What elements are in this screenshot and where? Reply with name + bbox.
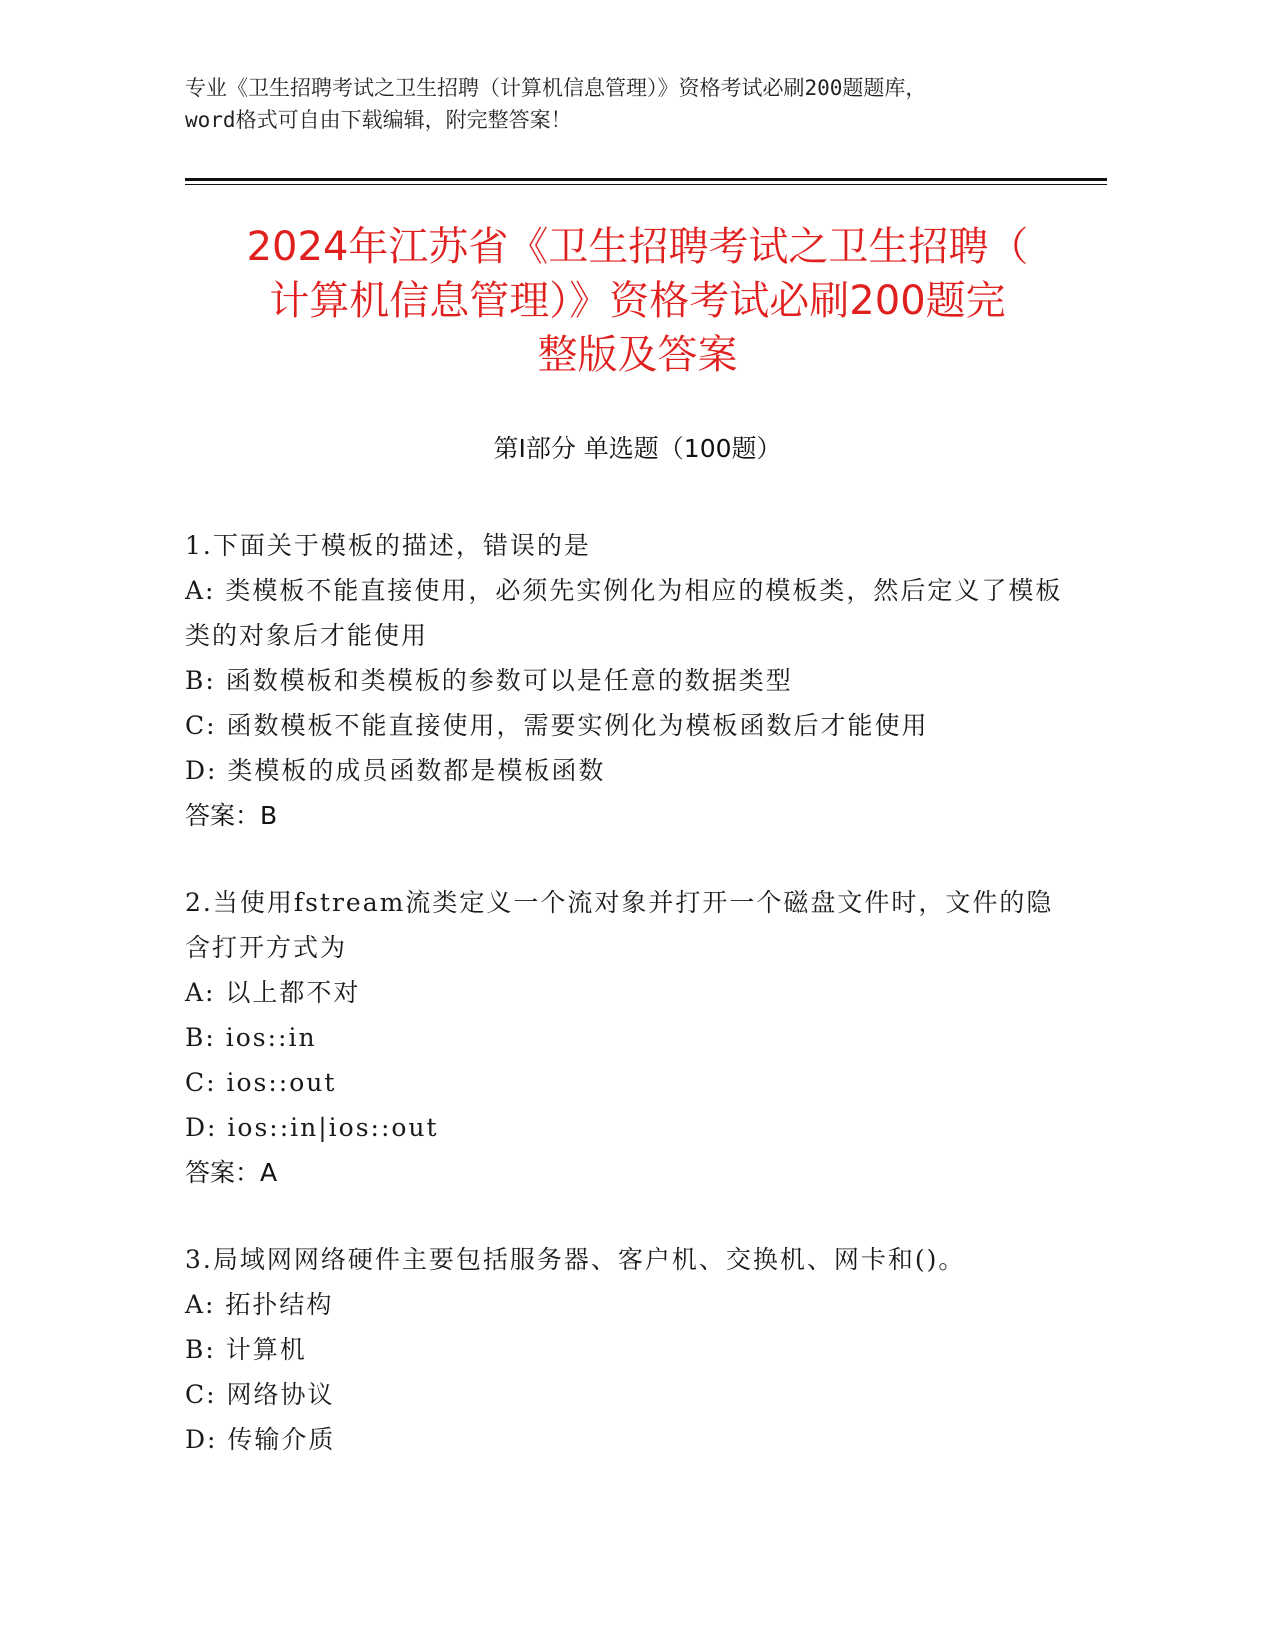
option-d: D: 传输介质 bbox=[185, 1425, 336, 1454]
header-line-1: 专业《卫生招聘考试之卫生招聘（计算机信息管理）》资格考试必刷200题题库， bbox=[185, 76, 927, 100]
answer-text: 答案：B bbox=[185, 801, 278, 830]
option-a: A: 类模板不能直接使用，必须先实例化为相应的模板类，然后定义了模板类的对象后才能使用 bbox=[185, 576, 1063, 650]
question-2 bbox=[185, 880, 1065, 1195]
option-d: D: 类模板的成员函数都是模板函数 bbox=[185, 756, 606, 785]
option-b: B: 函数模板和类模板的参数可以是任意的数据类型 bbox=[185, 666, 793, 695]
question-stem: 1.下面关于模板的描述，错误的是 bbox=[185, 531, 591, 560]
title-line-1: 2024年江苏省《卫生招聘考试之卫生招聘（ bbox=[246, 224, 1029, 270]
answer-text: 答案：A bbox=[185, 1158, 278, 1187]
header-line-2: word格式可自由下载编辑，附完整答案！ bbox=[185, 108, 572, 132]
title-line-3: 整版及答案 bbox=[537, 332, 738, 378]
option-a: A: 拓扑结构 bbox=[185, 1290, 334, 1319]
option-b: B: ios::in bbox=[185, 1023, 317, 1052]
option-c: C: 函数模板不能直接使用，需要实例化为模板函数后才能使用 bbox=[185, 711, 929, 740]
question-list bbox=[185, 523, 1065, 1504]
document-header bbox=[185, 72, 1105, 136]
title-line-2: 计算机信息管理）》资格考试必刷200题完 bbox=[269, 278, 1006, 324]
question-1 bbox=[185, 523, 1065, 838]
header-divider-thin bbox=[185, 184, 1107, 185]
question-stem: 3.局域网网络硬件主要包括服务器、客户机、交换机、网卡和()。 bbox=[185, 1245, 966, 1274]
option-c: C: ios::out bbox=[185, 1068, 337, 1097]
section-title: 第Ⅰ部分 单选题（100题） bbox=[493, 434, 782, 463]
question-stem: 2.当使用fstream流类定义一个流对象并打开一个磁盘文件时，文件的隐含打开方式为 bbox=[185, 888, 1054, 962]
option-c: C: 网络协议 bbox=[185, 1380, 335, 1409]
question-3 bbox=[185, 1237, 1065, 1462]
option-b: B: 计算机 bbox=[185, 1335, 307, 1364]
option-a: A: 以上都不对 bbox=[185, 978, 361, 1007]
document-title bbox=[170, 220, 1105, 382]
header-divider-thick bbox=[185, 178, 1107, 181]
option-d: D: ios::in|ios::out bbox=[185, 1113, 439, 1142]
